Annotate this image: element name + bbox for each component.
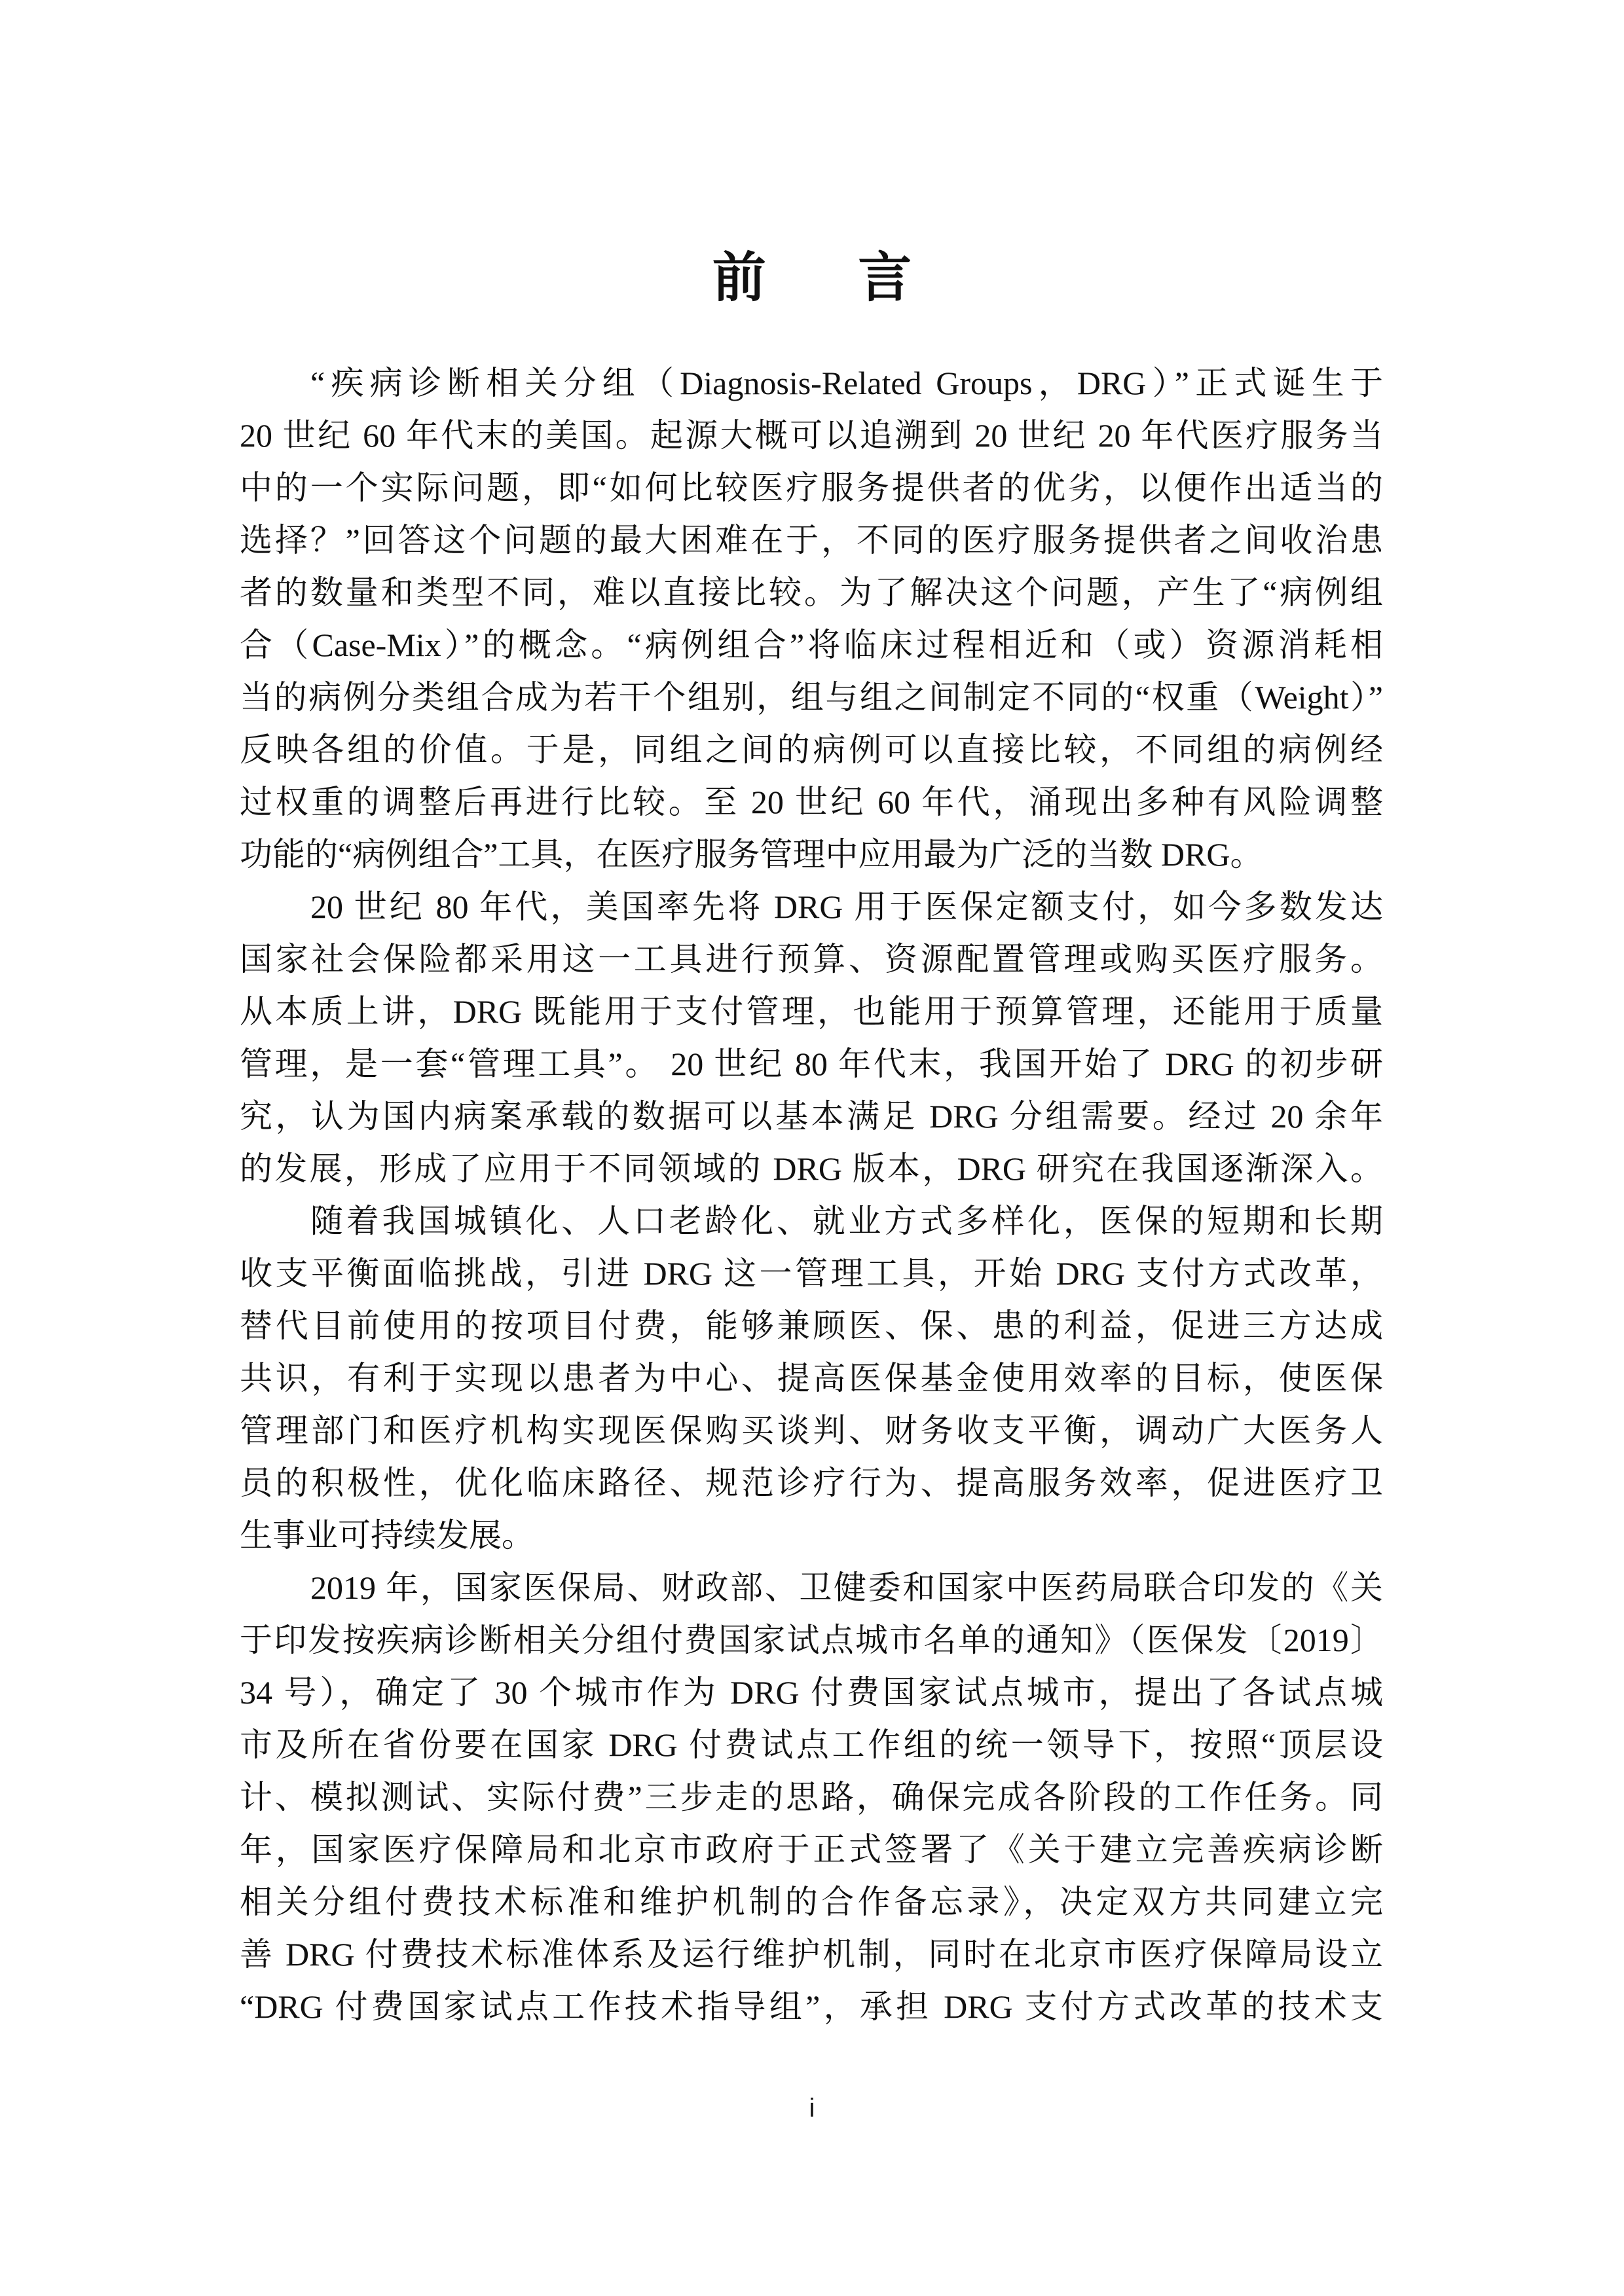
paragraph-2 [240,881,1383,1195]
text-line: 收支平衡面临挑战，引进 DRG 这一管理工具，开始 DRG 支付方式改革， [240,1255,1383,1292]
text-line: 反映各组的价值。于是，同组之间的病例可以直接比较，不同组的病例经 [240,731,1383,768]
text-line: 34 号），确定了 30 个城市作为 DRG 付费国家试点城市，提出了各试点城 [240,1674,1383,1711]
text-line: 20 世纪 80 年代，美国率先将 DRG 用于医保定额支付，如今多数发达 [310,888,1383,925]
text-line: 替代目前使用的按项目付费，能够兼顾医、保、患的利益，促进三方达成 [240,1307,1383,1344]
text-line: 2019 年，国家医保局、财政部、卫健委和国家中医药局联合印发的《关 [310,1569,1383,1606]
text-line: 员的积极性，优化临床路径、规范诊疗行为、提高服务效率，促进医疗卫 [240,1465,1383,1501]
text-line: 于印发按疾病诊断相关分组付费国家试点城市名单的通知》（医保发〔2019〕 [240,1622,1383,1658]
text-line: 究，认为国内病案承载的数据可以基本满足 DRG 分组需要。经过 20 余年 [240,1098,1383,1135]
text-line: 管理部门和医疗机构实现医保购买谈判、财务收支平衡，调动广大医务人 [240,1412,1383,1449]
text-line: 功能的“病例组合”工具，在医疗服务管理中应用最为广泛的当数 DRG。 [240,836,1263,873]
text-line: 计、模拟测试、实际付费”三步走的思路，确保完成各阶段的工作任务。同 [240,1779,1383,1815]
preface-body [240,357,1383,2033]
text-line: 相关分组付费技术标准和维护机制的合作备忘录》，决定双方共同建立完 [240,1884,1383,1920]
text-line: 者的数量和类型不同，难以直接比较。为了解决这个问题，产生了“病例组 [240,574,1383,611]
text-line: 从本质上讲，DRG 既能用于支付管理，也能用于预算管理，还能用于质量 [240,993,1383,1030]
text-line: 市及所在省份要在国家 DRG 付费试点工作组的统一领导下，按照“顶层设 [240,1726,1383,1763]
text-line: “DRG 付费国家试点工作技术指导组”，承担 DRG 支付方式改革的技术支 [240,1988,1383,2025]
paragraph-4 [240,1561,1383,2033]
text-line: 选择？”回答这个问题的最大困难在于，不同的医疗服务提供者之间收治患 [240,522,1383,558]
paragraph-3 [240,1195,1383,1561]
text-line: 的发展，形成了应用于不同领域的 DRG 版本，DRG 研究在我国逐渐深入。 [240,1150,1383,1187]
page-number: i [809,2094,815,2123]
text-line: 生事业可持续发展。 [240,1517,534,1554]
text-line: 20 世纪 60 年代末的美国。起源大概可以追溯到 20 世纪 20 年代医疗服务当 [240,417,1383,454]
paragraph-1 [240,357,1383,881]
text-line: 善 DRG 付费技术标准体系及运行维护机制，同时在北京市医疗保障局设立 [240,1936,1383,1973]
text-line: 中的一个实际问题，即“如何比较医疗服务提供者的优劣，以便作出适当的 [240,469,1383,506]
text-line: 当的病例分类组合成为若干个组别，组与组之间制定不同的“权重（Weight）” [240,679,1383,716]
text-line: 共识，有利于实现以患者为中心、提高医保基金使用效率的目标，使医保 [240,1360,1383,1396]
text-line: 随着我国城镇化、人口老龄化、就业方式多样化，医保的短期和长期 [310,1203,1383,1239]
text-line: 年，国家医疗保障局和北京市政府于正式签署了《关于建立完善疾病诊断 [240,1831,1383,1868]
text-line: “疾病诊断相关分组（Diagnosis-Related Groups，DRG）”正式诞生于 [310,365,1383,401]
text-line: 国家社会保险都采用这一工具进行预算、资源配置管理或购买医疗服务。 [240,941,1383,977]
page-title: 前 言 [712,247,951,308]
text-line: 管理，是一套“管理工具”。 20 世纪 80 年代末，我国开始了 DRG 的初步研 [240,1046,1383,1082]
text-line: 过权重的调整后再进行比较。至 20 世纪 60 年代，涌现出多种有风险调整 [240,784,1383,820]
text-line: 合（Case-Mix）”的概念。“病例组合”将临床过程相近和（或）资源消耗相 [240,627,1383,663]
